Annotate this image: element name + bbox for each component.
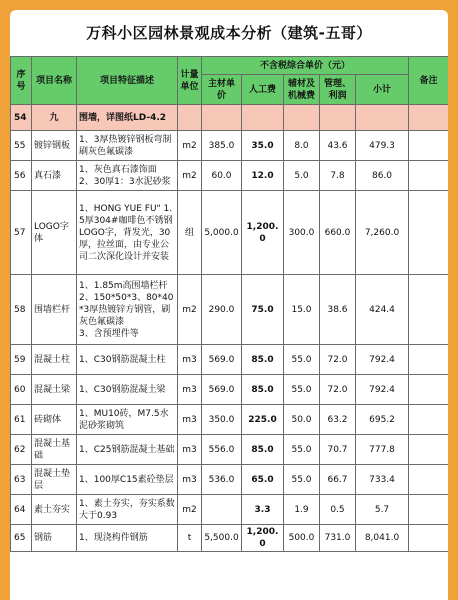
cell-remark	[409, 435, 448, 465]
header-labor: 人工费	[242, 75, 284, 105]
cell-no: 54	[11, 105, 32, 131]
cell-aux: 50.0	[284, 405, 320, 435]
table-row	[11, 375, 449, 405]
table-row	[11, 131, 449, 161]
cell-mgmt: 66.7	[320, 465, 356, 495]
cell-desc: 1、3厚热镀锌钢板弯制刷灰色氟碳漆	[77, 131, 178, 161]
table-row	[11, 495, 449, 525]
cell-material: 5,000.0	[202, 191, 242, 275]
header-subtotal: 小计	[356, 75, 409, 105]
cell-no: 59	[11, 345, 32, 375]
cell-desc: 围墙，详图纸LD-4.2	[77, 105, 178, 131]
cell-remark	[409, 525, 448, 552]
cell-no: 63	[11, 465, 32, 495]
cell-material: 385.0	[202, 131, 242, 161]
cell-no: 58	[11, 275, 32, 345]
header-mgmt: 管理、利润	[320, 75, 356, 105]
cell-desc: 1、C25钢筋混凝土基础	[77, 435, 178, 465]
cell-aux: 8.0	[284, 131, 320, 161]
cell-remark	[409, 495, 448, 525]
cell-material: 60.0	[202, 161, 242, 191]
cell-labor: 3.3	[242, 495, 284, 525]
cell-desc: 1、C30钢筋混凝土柱	[77, 345, 178, 375]
cell-remark	[409, 191, 448, 275]
cell-labor: 85.0	[242, 345, 284, 375]
cell-aux: 55.0	[284, 465, 320, 495]
cell-remark	[409, 405, 448, 435]
cell-mgmt: 63.2	[320, 405, 356, 435]
cell-no: 61	[11, 405, 32, 435]
header-unit: 计量单位	[178, 57, 202, 105]
cell-desc: 1、100厚C15素砼垫层	[77, 465, 178, 495]
cell-subtotal: 5.7	[356, 495, 409, 525]
cell-labor: 85.0	[242, 435, 284, 465]
cell-remark	[409, 465, 448, 495]
cell-desc: 1、MU10砖，M7.5水泥砂浆砌筑	[77, 405, 178, 435]
cell-labor: 225.0	[242, 405, 284, 435]
cell-desc: 1、灰色真石漆饰面 2、30厚1：3水泥砂浆	[77, 161, 178, 191]
cell-desc: 1、素土夯实，夯实系数大于0.93	[77, 495, 178, 525]
cell-remark	[409, 275, 448, 345]
cell-desc: 1、HONG YUE FU" 1.5厚304#咖啡色不锈钢LOGO字，背发光，30厚，拉丝面，由专业公司二次深化设计并安装	[77, 191, 178, 275]
cell-subtotal: 792.4	[356, 375, 409, 405]
cell-mgmt: 43.6	[320, 131, 356, 161]
cell-labor: 1,200.0	[242, 191, 284, 275]
cell-aux: 500.0	[284, 525, 320, 552]
cell-unit: 组	[178, 191, 202, 275]
cell-remark	[409, 375, 448, 405]
table-row	[11, 161, 449, 191]
cell-no: 64	[11, 495, 32, 525]
table-row	[11, 465, 449, 495]
cell-no: 55	[11, 131, 32, 161]
cell-unit: m3	[178, 465, 202, 495]
cell-name: 钢筋	[32, 525, 77, 552]
cell-desc: 1、1.85m高围墙栏杆 2、150*50*3、80*40*3厚热镀锌方钢管，刷灰色氟碳漆 3、含预埋件等	[77, 275, 178, 345]
cell-aux: 55.0	[284, 345, 320, 375]
cell-material: 569.0	[202, 375, 242, 405]
cell-name: 混凝土基础	[32, 435, 77, 465]
table-row	[11, 435, 449, 465]
cell-mgmt: 72.0	[320, 345, 356, 375]
cell-material: 536.0	[202, 465, 242, 495]
header-name: 项目名称	[32, 57, 77, 105]
cell-labor: 65.0	[242, 465, 284, 495]
cell-unit: m2	[178, 495, 202, 525]
cell-no: 65	[11, 525, 32, 552]
cell-labor: 75.0	[242, 275, 284, 345]
cell-material	[202, 495, 242, 525]
cell-material: 569.0	[202, 345, 242, 375]
header-remark: 备注	[409, 57, 448, 105]
cell-aux: 5.0	[284, 161, 320, 191]
cell-unit: m3	[178, 345, 202, 375]
cell-name: 混凝土梁	[32, 375, 77, 405]
cell-subtotal: 777.8	[356, 435, 409, 465]
cost-table	[10, 56, 448, 552]
cell-name: 混凝土垫层	[32, 465, 77, 495]
cell-unit: t	[178, 525, 202, 552]
cell-no: 60	[11, 375, 32, 405]
cell-name: 真石漆	[32, 161, 77, 191]
header-material: 主材单价	[202, 75, 242, 105]
cell-subtotal: 733.4	[356, 465, 409, 495]
cell-subtotal: 424.4	[356, 275, 409, 345]
cell-material: 290.0	[202, 275, 242, 345]
cell-mgmt: 660.0	[320, 191, 356, 275]
cell-subtotal: 695.2	[356, 405, 409, 435]
cell-name: 素土夯实	[32, 495, 77, 525]
cell-unit: m2	[178, 275, 202, 345]
cell-labor: 12.0	[242, 161, 284, 191]
cell-no: 62	[11, 435, 32, 465]
table-row	[11, 191, 449, 275]
table-row	[11, 405, 449, 435]
cell-aux: 300.0	[284, 191, 320, 275]
cell-name: 砖砌体	[32, 405, 77, 435]
cell-desc: 1、C30钢筋混凝土梁	[77, 375, 178, 405]
cell-mgmt: 38.6	[320, 275, 356, 345]
cell-subtotal: 86.0	[356, 161, 409, 191]
cell-remark	[409, 345, 448, 375]
cell-material: 5,500.0	[202, 525, 242, 552]
cell-unit: m3	[178, 435, 202, 465]
header-unit-price-group: 不含税综合单价（元）	[202, 57, 409, 75]
cell-unit: m3	[178, 405, 202, 435]
cell-no: 56	[11, 161, 32, 191]
table-row	[11, 275, 449, 345]
cell-name: 九	[32, 105, 77, 131]
cell-subtotal: 7,260.0	[356, 191, 409, 275]
cell-material: 350.0	[202, 405, 242, 435]
cell-desc: 1、现浇构件钢筋	[77, 525, 178, 552]
cell-mgmt: 0.5	[320, 495, 356, 525]
cell-unit: m2	[178, 161, 202, 191]
cell-subtotal: 792.4	[356, 345, 409, 375]
cell-labor: 35.0	[242, 131, 284, 161]
cell-name: 混凝土柱	[32, 345, 77, 375]
cell-labor: 85.0	[242, 375, 284, 405]
cell-remark	[409, 131, 448, 161]
cell-aux: 1.9	[284, 495, 320, 525]
header-no: 序号	[11, 57, 32, 105]
cell-unit: m3	[178, 375, 202, 405]
cell-name: 围墙栏杆	[32, 275, 77, 345]
cell-name: LOGO字体	[32, 191, 77, 275]
section-row	[11, 105, 449, 131]
cell-labor: 1,200.0	[242, 525, 284, 552]
cell-remark	[409, 161, 448, 191]
cell-mgmt: 72.0	[320, 375, 356, 405]
cell-mgmt: 70.7	[320, 435, 356, 465]
spreadsheet-sheet	[10, 10, 448, 600]
cell-subtotal: 8,041.0	[356, 525, 409, 552]
cell-unit: m2	[178, 131, 202, 161]
table-row	[11, 525, 449, 552]
header-aux: 辅材及机械费	[284, 75, 320, 105]
cell-mgmt: 7.8	[320, 161, 356, 191]
header-desc: 项目特征描述	[77, 57, 178, 105]
cell-name: 镀锌钢板	[32, 131, 77, 161]
sheet-title: 万科小区园林景观成本分析（建筑-五哥）	[86, 24, 372, 42]
table-row	[11, 345, 449, 375]
cell-subtotal: 479.3	[356, 131, 409, 161]
cell-no: 57	[11, 191, 32, 275]
cell-mgmt: 731.0	[320, 525, 356, 552]
header-row-top	[11, 57, 449, 75]
cell-aux: 55.0	[284, 375, 320, 405]
cell-material: 556.0	[202, 435, 242, 465]
cell-aux: 15.0	[284, 275, 320, 345]
cell-aux: 55.0	[284, 435, 320, 465]
